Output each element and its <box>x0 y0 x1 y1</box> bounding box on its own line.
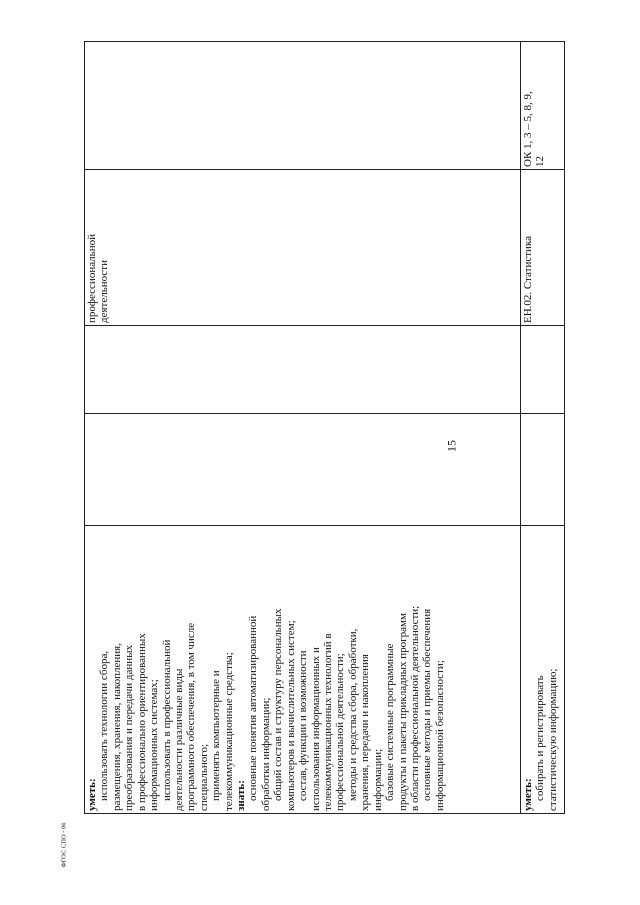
umet-label: уметь: <box>86 778 98 811</box>
skills-knowledge-cell <box>85 526 521 814</box>
text-line: профессиональной <box>86 234 98 323</box>
text-line: информационных системах; <box>148 679 161 811</box>
discipline-name: ЕН.02. Статистика <box>522 236 534 323</box>
text-line: телекоммуникационных технологий в <box>322 633 335 811</box>
rotated-table-container <box>84 42 564 814</box>
footer-code: ФГОС СПО - 06 <box>60 822 68 868</box>
competency-table-sheet <box>84 42 564 814</box>
text-line: деятельности <box>98 260 111 323</box>
text-line: профессиональной деятельности; <box>334 653 347 811</box>
text-line: деятельности различные виды <box>172 668 185 811</box>
text-line: основные методы и приемы обеспечения <box>421 608 434 801</box>
text-line: телекоммуникационные средства; <box>222 652 235 811</box>
competencies-cell <box>85 42 521 170</box>
text-line: в области профессиональной деятельности; <box>408 605 421 811</box>
text-line: состав, функции и возможности <box>297 650 310 801</box>
skills-knowledge-cell <box>521 526 565 814</box>
hours-aud-cell <box>85 326 521 414</box>
competencies-text <box>522 44 547 167</box>
text-line: продукты и пакеты прикладных программ <box>396 613 409 811</box>
text-line: применять компьютерные и <box>210 670 223 801</box>
text-line: информации; <box>371 748 384 811</box>
text-line: основные понятия автоматизированной <box>247 615 260 801</box>
text-line: преобразования и передачи данных <box>123 644 136 811</box>
page-number: 15 <box>444 440 459 452</box>
text-line: хранения, передачи и накопления <box>359 654 372 811</box>
text-line: ОК 1, 3 – 5, 8, 9, <box>522 91 534 167</box>
text-line: в профессионально ориентированных <box>135 633 148 811</box>
text-line: базовые системные программные <box>384 643 397 801</box>
text-line: специального; <box>197 743 210 811</box>
hours-aud-cell <box>521 326 565 414</box>
table-row <box>85 42 521 814</box>
umet-label: уметь: <box>522 778 534 811</box>
text-line: общий состав и структуру персональных <box>272 608 285 801</box>
text-line: собирать и регистрировать <box>534 675 547 801</box>
text-line: обработки информации; <box>259 697 272 811</box>
text-line: 12 <box>534 156 547 167</box>
text-line: статистическую информацию; <box>546 668 559 811</box>
discipline-text <box>86 172 111 323</box>
competencies-cell <box>521 42 565 170</box>
text-line: использовать технологии сбора, <box>98 650 111 801</box>
umet-list <box>534 528 559 811</box>
discipline-cell <box>85 170 521 326</box>
umet-list <box>98 528 235 811</box>
text-line: использования информационных и <box>309 647 322 811</box>
text-line: использовать в профессиональной <box>160 639 173 801</box>
text-line: программного обеспечения, в том числе <box>185 622 198 811</box>
hours-max-cell <box>85 414 521 526</box>
hours-max-cell <box>521 414 565 526</box>
znat-label: знать: <box>235 780 248 811</box>
discipline-cell <box>521 170 565 326</box>
competency-table <box>84 41 565 814</box>
text-line: методы и средства сбора, обработки, <box>346 628 359 801</box>
znat-list <box>247 528 446 811</box>
text-line: компьютеров и вычислительных систем; <box>284 620 297 811</box>
text-line: информационной безопасности; <box>433 660 446 811</box>
table-row <box>521 42 565 814</box>
text-line: размещения, хранения, накопления, <box>110 643 123 811</box>
